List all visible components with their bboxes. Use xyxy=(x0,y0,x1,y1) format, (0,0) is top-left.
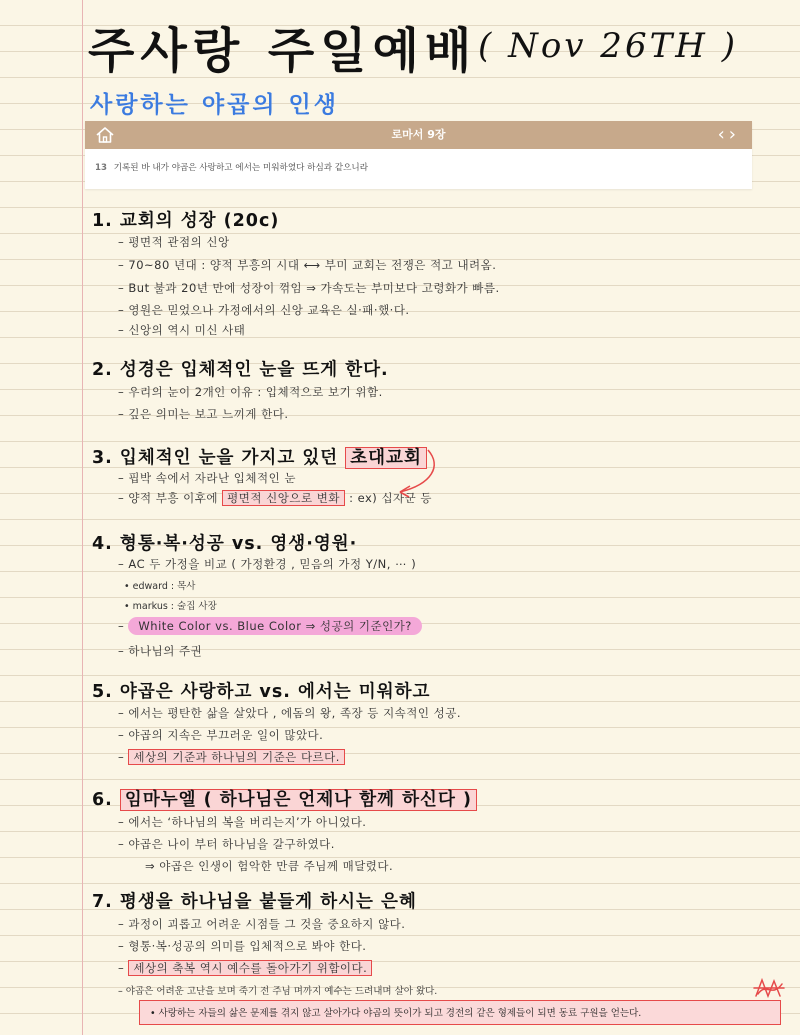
star-scribble-icon xyxy=(752,976,786,1002)
verse-number: 13 xyxy=(95,163,107,173)
standards-highlight: 세상의 기준과 하나님의 기준은 다르다. xyxy=(128,749,345,765)
section-6-line-3: ⇒ 야곱은 인생이 험악한 만큼 주님께 매달렸다. xyxy=(145,859,394,873)
section-3-line-2-text: – 양적 부흥 이후에 xyxy=(118,491,218,505)
page-title: 주사랑 주일예배 xyxy=(88,23,478,79)
immanuel-highlight: 임마누엘 ( 하나님은 언제나 함께 하신다 ) xyxy=(120,789,477,811)
section-7-line-3: – 세상의 축복 역시 예수를 돌아가기 위함이다. xyxy=(118,960,372,976)
section-4-line-3: • markus : 술집 사장 xyxy=(124,601,217,612)
sermon-subtitle: 사랑하는 야곱의 인생 xyxy=(90,92,339,118)
curved-arrow-icon xyxy=(370,444,440,504)
bible-verse-card xyxy=(85,121,752,189)
blessing-highlight: 세상의 축복 역시 예수를 돌아가기 위함이다. xyxy=(128,960,372,976)
section-4-line-5: – 하나님의 주권 xyxy=(118,644,203,658)
section-7-line-1: – 과정이 괴롭고 어려운 시점들 그 것을 중요하지 않다. xyxy=(118,917,406,931)
section-2-line-2: – 깊은 의미는 보고 느끼게 한다. xyxy=(118,407,289,421)
early-church-highlight: 초대교회 xyxy=(345,447,427,469)
margin-line xyxy=(82,0,83,1035)
section-4-line-2: • edward : 목사 xyxy=(124,581,196,592)
section-1-line-4: – 영원은 믿었으나 가정에서의 신앙 교육은 실·패·했·다. xyxy=(118,303,410,317)
section-7-line-4: – 야곱은 어려운 고난을 보며 죽기 전 주님 며까지 예수는 드려내며 살아 왔다. xyxy=(118,986,438,997)
section-3-heading-text: 3. 입체적인 눈을 가지고 있던 xyxy=(92,448,339,468)
section-2-heading: 2. 성경은 입체적인 눈을 뜨게 한다. xyxy=(92,360,389,380)
verse-line xyxy=(85,149,752,173)
section-5-line-2: – 야곱의 지속은 부끄러운 일이 많았다. xyxy=(118,728,324,742)
section-1-heading: 1. 교회의 성장 (20c) xyxy=(92,211,280,231)
section-7-line-2: – 형통·복·성공의 의미를 입체적으로 봐야 한다. xyxy=(118,939,367,953)
verse-text: 기록된 바 내가 야곱은 사랑하고 에서는 미워하였다 하심과 같으니라 xyxy=(113,163,369,173)
bible-header xyxy=(85,121,752,149)
chevron-left-icon[interactable]: ‹ xyxy=(717,124,729,145)
section-3-line-1: – 핍박 속에서 자라난 입체적인 눈 xyxy=(118,471,296,485)
section-4-heading: 4. 형통·복·성공 vs. 영생·영원· xyxy=(92,534,358,554)
flat-faith-highlight: 평면적 신앙으로 변화 xyxy=(222,490,345,506)
chevron-right-icon[interactable]: › xyxy=(728,124,740,145)
section-5-line-3: – 세상의 기준과 하나님의 기준은 다르다. xyxy=(118,749,345,765)
summary-note: • 사랑하는 자들의 삶은 문제를 겪지 않고 살아가다 야곱의 뜻이가 되고 경전의 같은 형제들이 되면 동료 구원을 얻는다. xyxy=(139,1000,781,1025)
section-4-line-1: – AC 두 가정을 비교 ( 가정환경 , 믿음의 가정 Y/N, ⋯ ) xyxy=(118,557,417,571)
section-5-heading: 5. 야곱은 사랑하고 vs. 에서는 미워하고 xyxy=(92,682,431,702)
section-4-line-4: – White Color vs. Blue Color ⇒ 성공의 기준인가? xyxy=(118,618,422,634)
section-1-line-2: – 70~80 년대 : 양적 부흥의 시대 ⟷ 부미 교회는 전쟁은 적고 내려옴. xyxy=(118,258,497,272)
date-note: ( Nov 26TH ) xyxy=(478,26,738,66)
book-reference: 로마서 9장 xyxy=(391,128,446,141)
section-5-line-1: – 에서는 평탄한 삶을 살았다 , 에돔의 왕, 족장 등 지속적인 성공. xyxy=(118,706,462,720)
section-7-heading: 7. 평생을 하나님을 붙들게 하시는 은혜 xyxy=(92,892,417,912)
section-1-line-3: – But 불과 20년 만에 성장이 꺾임 ⇒ 가속도는 부미보다 고령화가 빠름. xyxy=(118,281,500,295)
section-6-heading xyxy=(92,786,477,811)
section-1-line-1: – 평면적 관점의 신앙 xyxy=(118,235,230,249)
section-6-line-1: – 에서는 ‘하나님의 복을 버리는지’가 아니었다. xyxy=(118,815,367,829)
color-comparison-highlight: White Color vs. Blue Color ⇒ 성공의 기준인가? xyxy=(128,617,421,635)
section-2-line-1: – 우리의 눈이 2개인 이유 : 입체적으로 보기 위함. xyxy=(118,385,383,399)
section-6-number: 6. xyxy=(92,790,113,810)
section-3-line-2-tail: : ex) 십자군 등 xyxy=(349,491,433,505)
section-1-line-5: – 신앙의 역시 미신 사태 xyxy=(118,323,246,337)
section-6-line-2: – 야곱은 나이 부터 하나님을 갈구하였다. xyxy=(118,837,335,851)
